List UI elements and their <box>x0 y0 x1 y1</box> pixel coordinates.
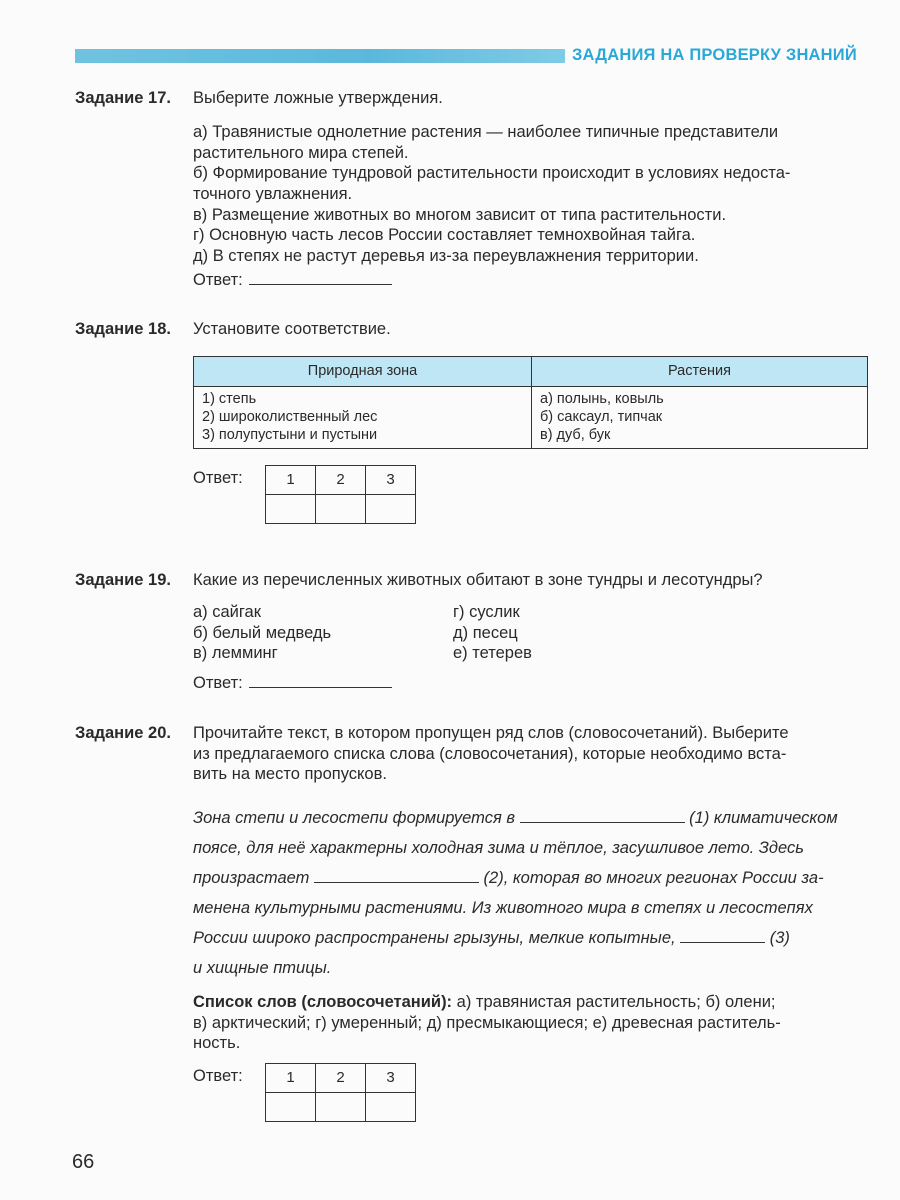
grid-header: 3 <box>366 1064 416 1093</box>
text-fragment: России широко распространены грызуны, мелкие копытные, <box>193 929 676 947</box>
plant-item: а) полынь, ковыль <box>540 391 664 407</box>
option-item: г) суслик <box>453 603 520 621</box>
text-fragment: (2), которая во многих регионах России за- <box>483 869 824 887</box>
answer-label: Ответ: <box>193 674 243 692</box>
word-list-items: а) травянистая растительность; б) олени; <box>456 993 776 1011</box>
matching-table <box>193 356 868 449</box>
text-fragment: (1) климатическом <box>689 809 838 827</box>
grid-header: 2 <box>316 1064 366 1093</box>
options-column <box>193 602 331 664</box>
statement-line: г) Основную часть лесов России составляет темнохвойная тайга. <box>193 226 696 245</box>
text-line <box>193 863 869 893</box>
answer-grid <box>265 465 416 524</box>
statement-line: растительного мира степей. <box>193 143 409 162</box>
header-bar <box>75 49 565 63</box>
task-label: Задание 17. <box>75 89 171 107</box>
word-list-line <box>193 992 869 1013</box>
option-item: б) белый медведь <box>193 623 332 642</box>
grid-header: 1 <box>266 466 316 495</box>
options-column <box>453 602 532 664</box>
grid-cell[interactable] <box>316 495 366 524</box>
option-item: д) песец <box>453 623 518 642</box>
question-line: из предлагаемого списка слова (словосочетания), которые необходимо вста- <box>193 744 787 763</box>
answer-grid <box>265 1063 416 1122</box>
zone-item: 3) полупустыни и пустыни <box>202 427 378 444</box>
answer-label: Ответ: <box>193 1067 243 1085</box>
text-line: и хищные птицы. <box>193 959 332 977</box>
zone-item: 2) широколиственный лес <box>202 409 378 426</box>
grid-header: 1 <box>266 1064 316 1093</box>
grid-cell[interactable] <box>366 495 416 524</box>
word-list-title: Список слов (словосочетаний): <box>193 993 453 1011</box>
statement-line: б) Формирование тундровой растительности происходит в условиях недоста- <box>193 164 791 183</box>
answer-label: Ответ: <box>193 271 243 289</box>
section-title: ЗАДАНИЯ НА ПРОВЕРКУ ЗНАНИЙ <box>572 46 857 64</box>
word-list <box>193 992 869 1054</box>
statement-line: а) Травянистые однолетние растения — наиболее типичные представители <box>193 123 779 141</box>
grid-header: 3 <box>366 466 416 495</box>
text-line: поясе, для неё характерны холодная зима и тёплое, засушливое лето. Здесь <box>193 839 804 857</box>
option-item: а) сайгак <box>193 603 261 621</box>
text-fragment: (3) <box>769 929 790 947</box>
task-question: Какие из перечисленных животных обитают в зоне тундры и лесотундры? <box>193 571 763 589</box>
blank-2[interactable] <box>314 868 479 883</box>
grid-cell[interactable] <box>366 1093 416 1122</box>
text-line <box>193 923 869 953</box>
grid-cell[interactable] <box>316 1093 366 1122</box>
question-line: Прочитайте текст, в котором пропущен ряд слов (словосочетаний). Выберите <box>193 724 789 742</box>
statement-line: д) В степях не растут деревья из-за переувлажнения территории. <box>193 246 699 265</box>
option-item: е) тетерев <box>453 644 532 663</box>
statement-line: в) Размещение животных во многом зависит от типа растительности. <box>193 205 727 224</box>
task-question <box>193 723 869 785</box>
statement-line: точного увлажнения. <box>193 184 353 203</box>
task-label: Задание 19. <box>75 571 171 589</box>
table-header: Природная зона <box>194 357 532 387</box>
text-fragment: Зона степи и лесостепи формируется в <box>193 809 515 827</box>
word-list-line: ность. <box>193 1034 241 1053</box>
text-fragment: произрастает <box>193 869 310 887</box>
task-label: Задание 20. <box>75 724 171 742</box>
answer-row <box>193 673 392 694</box>
zone-item: 1) степь <box>202 391 257 407</box>
fill-in-text <box>193 803 869 983</box>
answer-field[interactable] <box>249 673 392 688</box>
answer-row <box>193 270 392 291</box>
task-question: Установите соответствие. <box>193 320 391 338</box>
grid-cell[interactable] <box>266 495 316 524</box>
answer-label: Ответ: <box>193 469 243 487</box>
plants-cell <box>532 387 868 449</box>
zones-cell <box>194 387 532 449</box>
blank-3[interactable] <box>680 928 765 943</box>
text-line <box>193 803 869 833</box>
blank-1[interactable] <box>520 808 685 823</box>
plant-item: в) дуб, бук <box>540 427 611 444</box>
statement-list <box>193 122 869 266</box>
task-label: Задание 18. <box>75 320 171 338</box>
grid-cell[interactable] <box>266 1093 316 1122</box>
table-header: Растения <box>532 357 868 387</box>
word-list-line: в) арктический; г) умеренный; д) пресмыкающиеся; е) древесная раститель- <box>193 1013 781 1032</box>
task-question: Выберите ложные утверждения. <box>193 89 443 107</box>
page-number: 66 <box>72 1151 95 1173</box>
plant-item: б) саксаул, типчак <box>540 409 663 426</box>
answer-field[interactable] <box>249 270 392 285</box>
option-item: в) лемминг <box>193 644 278 663</box>
text-line: менена культурными растениями. Из животного мира в степях и лесостепях <box>193 899 813 917</box>
grid-header: 2 <box>316 466 366 495</box>
question-line: вить на место пропусков. <box>193 765 387 784</box>
